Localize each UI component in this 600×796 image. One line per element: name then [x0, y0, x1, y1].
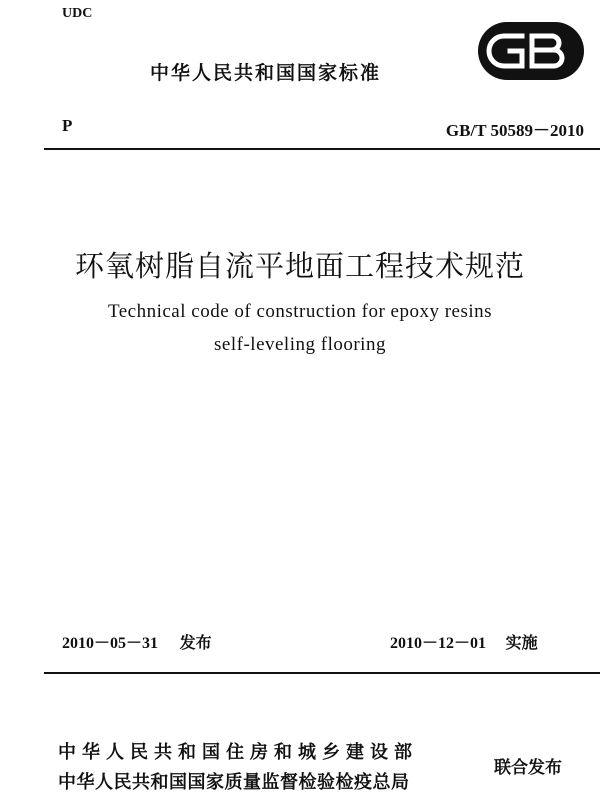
joint-release-label: 联合发布 — [494, 758, 562, 778]
standard-number: GB/T 50589－2010 — [445, 121, 584, 140]
title-english-line1: Technical code of construction for epoxy resins — [107, 301, 493, 322]
issue-label: 发布 — [179, 633, 212, 652]
issue-date-block — [62, 630, 212, 653]
implement-date: 2010－12－01 — [390, 635, 487, 652]
title-chinese: 环氧树脂自流平地面工程技术规范 — [74, 249, 525, 283]
gb-logo — [476, 20, 586, 82]
issue-date: 2010－05－31 — [62, 635, 159, 652]
top-divider — [44, 148, 600, 150]
issuer-aqsiq: 中华人民共和国国家质量监督检验检疫总局 — [58, 772, 410, 793]
standard-type-title: 中华人民共和国国家标准 — [150, 62, 382, 84]
issuer-ministry: 中华人民共和国住房和城乡建设部 — [58, 742, 418, 763]
udc-label: UDC — [62, 6, 93, 21]
implement-date-block — [390, 630, 538, 653]
bottom-divider — [44, 672, 600, 674]
classification-code: P — [62, 116, 73, 135]
implement-label: 实施 — [505, 633, 538, 652]
title-english-line2: self-leveling flooring — [214, 334, 386, 355]
